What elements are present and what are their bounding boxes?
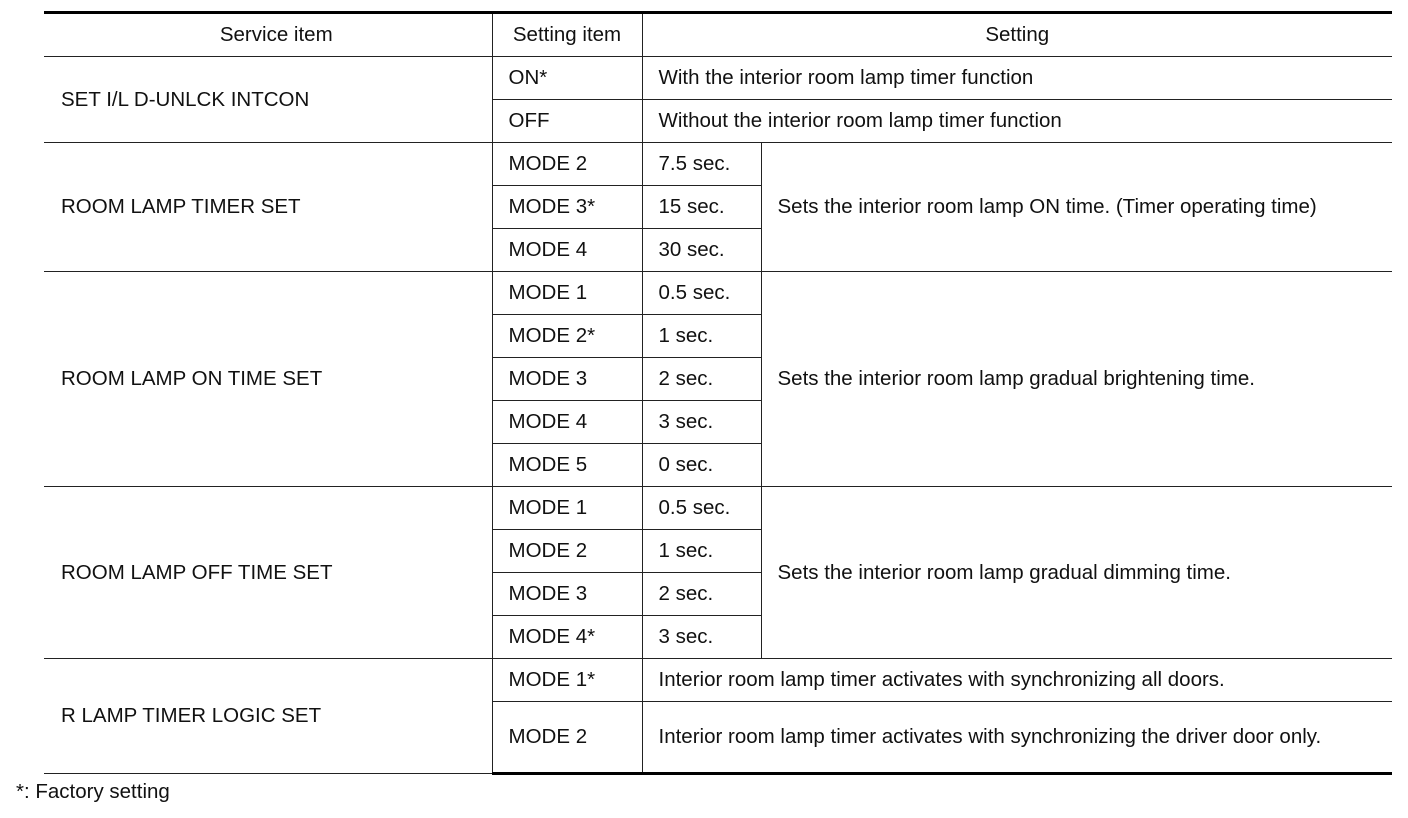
setting-value-cell: 2 sec.: [642, 573, 761, 616]
setting-cell: Interior room lamp timer activates with synchronizing all doors.: [642, 659, 1392, 702]
setting-value-cell: 3 sec.: [642, 401, 761, 444]
setting-item-cell: MODE 4: [492, 229, 642, 272]
service-item-cell: SET I/L D-UNLCK INTCON: [44, 57, 492, 143]
setting-value-cell: 30 sec.: [642, 229, 761, 272]
setting-description-cell: Sets the interior room lamp gradual brightening time.: [761, 272, 1392, 487]
settings-table: [44, 11, 1392, 775]
setting-value-cell: 0.5 sec.: [642, 272, 761, 315]
setting-item-cell: MODE 3*: [492, 186, 642, 229]
setting-cell: Without the interior room lamp timer function: [642, 100, 1392, 143]
header-setting: Setting: [642, 13, 1392, 57]
setting-item-cell: MODE 1: [492, 487, 642, 530]
setting-value-cell: 1 sec.: [642, 530, 761, 573]
service-item-cell: ROOM LAMP TIMER SET: [44, 143, 492, 272]
table-row: [44, 272, 1392, 315]
table-row: [44, 659, 1392, 702]
setting-item-cell: MODE 2: [492, 143, 642, 186]
setting-item-cell: ON*: [492, 57, 642, 100]
setting-value-cell: 0 sec.: [642, 444, 761, 487]
service-item-cell: R LAMP TIMER LOGIC SET: [44, 659, 492, 774]
setting-value-cell: 7.5 sec.: [642, 143, 761, 186]
table-row: [44, 57, 1392, 100]
setting-item-cell: MODE 2*: [492, 315, 642, 358]
setting-cell: Interior room lamp timer activates with synchronizing the driver door only.: [642, 702, 1392, 774]
setting-item-cell: MODE 3: [492, 358, 642, 401]
setting-description-cell: Sets the interior room lamp gradual dimming time.: [761, 487, 1392, 659]
setting-value-cell: 2 sec.: [642, 358, 761, 401]
header-service-item: Service item: [44, 13, 492, 57]
setting-value-cell: 3 sec.: [642, 616, 761, 659]
header-setting-item: Setting item: [492, 13, 642, 57]
setting-item-cell: MODE 4: [492, 401, 642, 444]
setting-item-cell: MODE 1: [492, 272, 642, 315]
table-row: [44, 143, 1392, 186]
setting-cell: With the interior room lamp timer function: [642, 57, 1392, 100]
setting-item-cell: MODE 4*: [492, 616, 642, 659]
setting-item-cell: MODE 3: [492, 573, 642, 616]
table-row: [44, 487, 1392, 530]
setting-description-cell: Sets the interior room lamp ON time. (Timer operating time): [761, 143, 1392, 272]
setting-value-cell: 15 sec.: [642, 186, 761, 229]
setting-item-cell: MODE 2: [492, 702, 642, 774]
setting-item-cell: MODE 5: [492, 444, 642, 487]
setting-item-cell: MODE 1*: [492, 659, 642, 702]
header-row: [44, 13, 1392, 57]
setting-item-cell: OFF: [492, 100, 642, 143]
setting-item-cell: MODE 2: [492, 530, 642, 573]
factory-setting-footnote: *: Factory setting: [16, 780, 170, 803]
setting-value-cell: 0.5 sec.: [642, 487, 761, 530]
service-item-cell: ROOM LAMP OFF TIME SET: [44, 487, 492, 659]
service-item-cell: ROOM LAMP ON TIME SET: [44, 272, 492, 487]
setting-value-cell: 1 sec.: [642, 315, 761, 358]
